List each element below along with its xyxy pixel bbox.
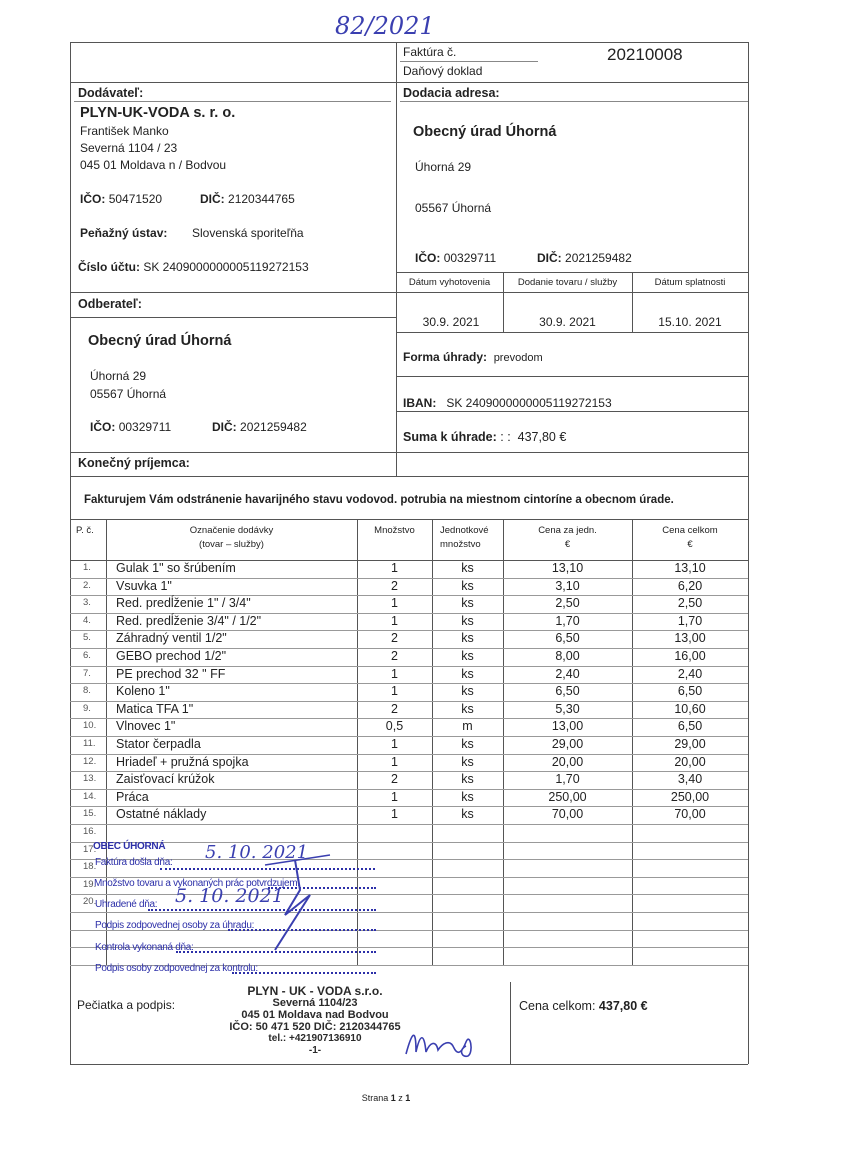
row-number: 5. [83,632,91,644]
due-date-label: Dátum splatnosti [654,277,726,288]
row-unit: ks [461,649,474,663]
row-total: 1,70 [677,613,703,628]
row-qty: 2 [391,701,398,716]
row-item: Hriadeľ + pružná spojka [116,754,249,769]
delivery-date-label: Dodanie tovaru / služby [517,277,618,288]
row-total: 2,40 [677,666,703,681]
row-number: 8. [83,685,91,697]
row-qty: 2 [391,772,398,787]
row-item: GEBO prechod 1/2" [116,649,227,663]
row-item: Koleno 1" [116,684,170,699]
row-total: 70,00 [674,807,706,822]
row-number: 2. [83,579,91,591]
row-item: Ostatné náklady [116,807,207,822]
row-number: 11. [83,738,96,749]
row-number: 6. [83,650,91,661]
row-item: Práca [116,789,149,804]
supplier-city: 045 01 Moldava n / Bodvou [80,158,227,172]
supplier-label: Dodávateľ: [78,86,144,100]
obec-stamp-title: OBEC ÚHORNÁ [93,841,166,852]
row-item: Stator čerpadla [116,737,201,751]
row-unit: ks [461,807,474,822]
th-qty: Množstvo [374,525,415,536]
row-total: 13,10 [674,561,706,575]
obec-stamp-paid: Uhradené dňa: [95,899,158,910]
customer-dic: DIČ: 2021259482 [212,420,307,434]
table-col-line [106,519,107,965]
supplier-person: František Manko [80,124,169,138]
handwritten-invoice-number: 82/2021 [335,12,435,40]
row-qty: 1 [391,807,398,822]
th-item-sub: (tovar – služby) [199,539,264,550]
obec-stamp-payment-sign: Podpis zodpovednej osoby za úhradu: [95,920,255,931]
th-price: Cena za jedn. [538,525,597,536]
row-qty: 2 [391,649,398,663]
delivery-date: 30.9. 2021 [539,315,596,329]
customer-name: Obecný úrad Úhorná [88,333,232,349]
row-item: Gulak 1" so šrúbením [116,561,236,575]
due-date: 15.10. 2021 [658,315,722,329]
row-number: 17. [83,843,97,855]
th-item: Označenie dodávky [189,525,274,536]
obec-stamp-confirm: Množstvo tovaru a vykonaných prác potvrdzujem: [94,878,300,889]
row-price: 1,70 [555,772,580,787]
row-qty: 1 [391,789,398,804]
row-number: 9. [83,702,91,714]
row-price: 2,40 [555,666,580,681]
supplier-name: PLYN-UK-VODA s. r. o. [80,105,236,121]
row-unit: ks [461,666,474,681]
supplier-ico: IČO: 50471520 [80,192,163,206]
row-price: 13,00 [551,719,584,734]
row-number: 1. [83,562,91,573]
delivery-name: Obecný úrad Úhorná [413,124,557,140]
row-unit: ks [461,789,474,804]
iban: IBAN: SK 2409000000005119272153 [403,396,612,410]
row-unit: ks [461,613,474,628]
row-total: 6,50 [677,719,703,734]
th-total: Cena celkom [662,525,718,536]
row-price: 5,30 [555,701,580,716]
row-total: 250,00 [670,789,710,804]
row-unit: ks [461,737,474,751]
issue-date-label: Dátum vyhotovenia [408,277,491,288]
final-recipient-label: Konečný príjemca: [78,456,190,470]
signature-mark [255,850,335,960]
row-unit: ks [461,701,474,716]
invoice-number: 20210008 [607,45,683,64]
row-qty: 1 [391,613,398,628]
row-unit: ks [461,754,474,769]
customer-street: Úhorná 29 [90,369,147,383]
customer-ico: IČO: 00329711 [90,420,172,434]
delivery-label: Dodacia adresa: [403,86,500,100]
row-price: 2,50 [555,596,580,611]
supplier-bank: Slovenská sporiteľňa [192,226,304,240]
payment-form: Forma úhrady: prevodom [403,350,543,364]
stamp-sign-label: Pečiatka a podpis: [77,998,176,1012]
th-total-unit: € [687,539,693,550]
obec-stamp-received: Faktúra došla dňa: [95,857,173,868]
frame-right [748,42,749,1064]
frame-top [70,42,748,43]
row-price: 6,50 [555,684,580,699]
row-qty: 1 [391,561,398,575]
received-date-handwritten: 5. 10. 2021 [205,842,309,863]
row-number: 16. [83,826,97,837]
row-item: Vsuvka 1" [116,578,172,593]
supplier-account: Číslo účtu: SK 2409000000005119272153 [78,260,309,274]
row-item: Red. predĺženie 1" / 3/4" [116,596,251,611]
row-item: PE prechod 32 " FF [116,666,226,681]
row-total: 6,20 [677,578,703,593]
row-total: 3,40 [677,772,703,787]
row-number: 15. [83,808,97,820]
supplier-bank-label: Peňažný ústav: [80,226,168,240]
row-total: 6,50 [677,684,703,699]
delivery-dic: DIČ: 2021259482 [537,251,632,265]
row-price: 6,50 [555,631,580,646]
row-unit: ks [461,631,474,646]
delivery-ico: IČO: 00329711 [415,251,497,265]
row-number: 7. [83,667,91,679]
th-no: P. č. [76,525,94,536]
frame-left [70,42,71,1064]
table-row-line [70,842,748,843]
obec-stamp-check-date: Kontrola vykonaná dňa: [95,942,194,953]
row-qty: 2 [391,631,398,646]
row-unit: ks [461,772,474,787]
company-stamp: PLYN - UK - VODA s.r.o. Severná 1104/23 045 01 Moldava nad Bodvou IČO: 50 471 520 DIČ: 2120344765 tel.: +421907136910 -1- [229,984,401,1056]
signature [402,1022,482,1064]
amount-due: Suma k úhrade: : : 437,80 € [403,430,567,444]
delivery-street: Úhorná 29 [415,160,472,174]
row-price: 20,00 [551,754,584,769]
row-number: 18. [83,861,97,873]
th-unit: Jednotkové [440,525,489,536]
th-price-unit: € [564,539,571,550]
row-unit: ks [461,578,474,593]
page-indicator: Strana 1 z 1 [361,1093,411,1103]
supplier-street: Severná 1104 / 23 [80,141,178,155]
row-number: 10. [83,720,97,732]
row-qty: 1 [391,666,398,681]
row-qty: 1 [391,754,398,769]
row-unit: ks [461,561,474,575]
row-number: 20. [83,896,97,908]
row-item: Matica TFA 1" [116,701,194,716]
obec-stamp-check-sign: Podpis osoby zodpovednej za kontrolu: [95,963,258,974]
row-unit: m [462,719,473,734]
row-number: 13. [83,773,97,785]
row-price: 250,00 [548,789,587,804]
row-total: 2,50 [677,596,703,611]
row-price: 3,10 [555,578,580,593]
row-qty: 0,5 [385,719,404,734]
row-total: 10,60 [674,701,706,716]
row-price: 13,10 [551,561,584,575]
table-row-line [70,824,748,825]
table-row-line [70,912,748,913]
row-number: 3. [83,597,91,609]
row-number: 4. [83,614,91,626]
table-row-line [70,894,748,895]
row-price: 8,00 [555,649,580,663]
row-qty: 1 [391,684,398,699]
row-number: 12. [83,755,97,767]
supplier-dic: DIČ: 2120344765 [200,192,295,206]
customer-label: Odberateľ: [78,297,142,311]
customer-city: 05567 Úhorná [90,387,167,401]
row-price: 70,00 [551,807,584,822]
row-qty: 1 [391,596,398,611]
row-qty: 2 [391,578,398,593]
th-unit-sub: množstvo [440,539,481,550]
row-price: 29,00 [551,737,584,751]
issue-date: 30.9. 2021 [422,315,480,329]
row-number: 14. [83,790,97,802]
invoice-description: Fakturujem Vám odstránenie havarijného stavu vodovod. potrubia na miestnom cintoríne a obecnom úrade. [84,494,674,506]
row-total: 29,00 [674,737,706,751]
row-item: Vlnovec 1" [116,719,176,734]
row-qty: 1 [391,737,398,751]
delivery-city: 05567 Úhorná [415,201,492,215]
paid-date-handwritten: 5. 10. 2021 [175,885,284,907]
row-item: Záhradný ventil 1/2" [116,631,227,646]
row-total: 13,00 [674,631,706,646]
grand-total: Cena celkom: 437,80 € [519,999,648,1013]
row-price: 1,70 [555,613,580,628]
row-total: 20,00 [674,754,706,769]
frame-bottom [70,1064,748,1065]
row-item: Zaisťovací krúžok [116,772,215,787]
row-number: 19. [83,878,97,890]
row-unit: ks [461,596,474,611]
row-unit: ks [461,684,474,699]
invoice-label: Faktúra č. [403,45,457,59]
row-item: Red. predĺženie 3/4" / 1/2" [116,613,262,628]
row-total: 16,00 [674,649,706,663]
tax-doc-label: Daňový doklad [403,64,483,78]
